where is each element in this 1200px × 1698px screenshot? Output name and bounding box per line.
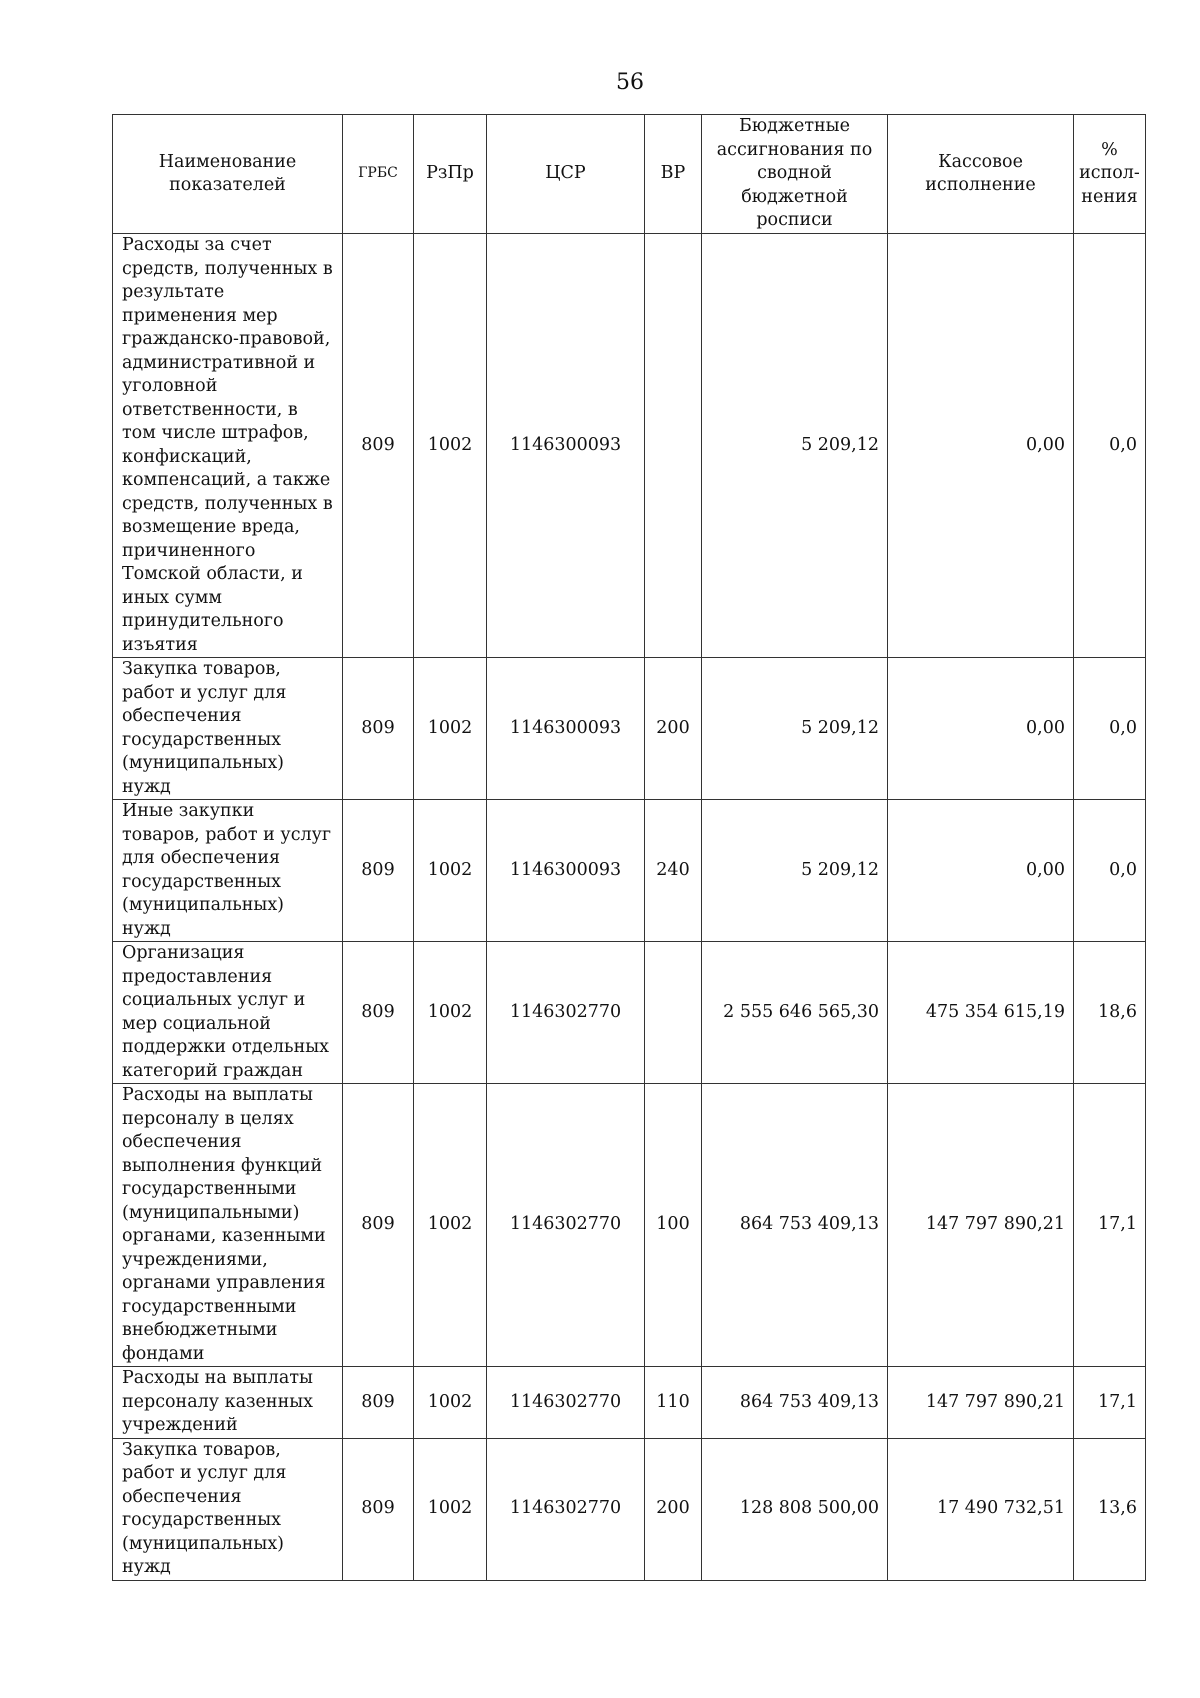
- row-cash: 475 354 615,19: [888, 942, 1074, 1084]
- page-number: 56: [616, 70, 644, 95]
- row-grbs: 809: [343, 800, 414, 942]
- row-budget: 5 209,12: [702, 800, 888, 942]
- row-percent: 0,0: [1074, 800, 1146, 942]
- row-name: Иные закупки товаров, работ и услуг для обеспечения государственных (муниципальных) нужд: [113, 800, 343, 942]
- header-name: Наименование показателей: [113, 115, 343, 234]
- row-grbs: 809: [343, 234, 414, 658]
- header-budget: Бюджетные ассигнования по сводной бюджетной росписи: [702, 115, 888, 234]
- row-rzpr: 1002: [414, 1438, 487, 1580]
- row-budget: 2 555 646 565,30: [702, 942, 888, 1084]
- row-percent: 0,0: [1074, 234, 1146, 658]
- table-row: [113, 1367, 1146, 1439]
- row-vr: 200: [645, 1438, 702, 1580]
- row-vr: 100: [645, 1084, 702, 1367]
- row-percent: 17,1: [1074, 1367, 1146, 1439]
- row-percent: 18,6: [1074, 942, 1146, 1084]
- row-grbs: 809: [343, 1084, 414, 1367]
- header-percent: % испол-нения: [1074, 115, 1146, 234]
- header-cash: Кассовое исполнение: [888, 115, 1074, 234]
- table-row: [113, 942, 1146, 1084]
- row-name: Закупка товаров, работ и услуг для обеспечения государственных (муниципальных) нужд: [113, 1438, 343, 1580]
- header-rzpr: РзПр: [414, 115, 487, 234]
- row-budget: 5 209,12: [702, 658, 888, 800]
- row-rzpr: 1002: [414, 1084, 487, 1367]
- row-cash: 147 797 890,21: [888, 1367, 1074, 1439]
- table-row: [113, 800, 1146, 942]
- table-row: [113, 658, 1146, 800]
- table-header-row: [113, 115, 1146, 234]
- row-rzpr: 1002: [414, 1367, 487, 1439]
- row-name: Расходы за счет средств, полученных в результате применения мер гражданско-правовой, административной и уголовной ответственности, в том числе штрафов, конфискаций, компенсаций, а также средств, полученных в возмещение вреда, причиненного Томской области, и иных сумм принудительного изъятия: [113, 234, 343, 658]
- header-grbs: ГРБС: [343, 115, 414, 234]
- row-name: Организация предоставления социальных услуг и мер социальной поддержки отдельных категорий граждан: [113, 942, 343, 1084]
- row-csr: 1146302770: [487, 942, 645, 1084]
- row-cash: 147 797 890,21: [888, 1084, 1074, 1367]
- row-vr: [645, 942, 702, 1084]
- row-grbs: 809: [343, 1367, 414, 1439]
- row-rzpr: 1002: [414, 234, 487, 658]
- row-name: Расходы на выплаты персоналу в целях обеспечения выполнения функций государственными (муниципальными) органами, казенными учреждениями, органами управления государственными внебюджетными фондами: [113, 1084, 343, 1367]
- header-csr: ЦСР: [487, 115, 645, 234]
- row-csr: 1146300093: [487, 800, 645, 942]
- row-percent: 17,1: [1074, 1084, 1146, 1367]
- row-budget: 128 808 500,00: [702, 1438, 888, 1580]
- table-row: [113, 234, 1146, 658]
- row-csr: 1146302770: [487, 1084, 645, 1367]
- row-csr: 1146302770: [487, 1438, 645, 1580]
- row-grbs: 809: [343, 942, 414, 1084]
- row-csr: 1146302770: [487, 1367, 645, 1439]
- row-vr: 200: [645, 658, 702, 800]
- row-name: Закупка товаров, работ и услуг для обеспечения государственных (муниципальных) нужд: [113, 658, 343, 800]
- row-grbs: 809: [343, 658, 414, 800]
- row-budget: 5 209,12: [702, 234, 888, 658]
- row-percent: 0,0: [1074, 658, 1146, 800]
- row-rzpr: 1002: [414, 942, 487, 1084]
- row-budget: 864 753 409,13: [702, 1367, 888, 1439]
- row-percent: 13,6: [1074, 1438, 1146, 1580]
- row-rzpr: 1002: [414, 800, 487, 942]
- row-grbs: 809: [343, 1438, 414, 1580]
- row-vr: 240: [645, 800, 702, 942]
- row-rzpr: 1002: [414, 658, 487, 800]
- row-cash: 0,00: [888, 658, 1074, 800]
- row-vr: 110: [645, 1367, 702, 1439]
- table-row: [113, 1438, 1146, 1580]
- budget-execution-table: [112, 114, 1146, 1581]
- row-csr: 1146300093: [487, 234, 645, 658]
- row-vr: [645, 234, 702, 658]
- row-cash: 17 490 732,51: [888, 1438, 1074, 1580]
- row-csr: 1146300093: [487, 658, 645, 800]
- row-budget: 864 753 409,13: [702, 1084, 888, 1367]
- row-cash: 0,00: [888, 800, 1074, 942]
- table-row: [113, 1084, 1146, 1367]
- row-name: Расходы на выплаты персоналу казенных учреждений: [113, 1367, 343, 1439]
- header-vr: ВР: [645, 115, 702, 234]
- row-cash: 0,00: [888, 234, 1074, 658]
